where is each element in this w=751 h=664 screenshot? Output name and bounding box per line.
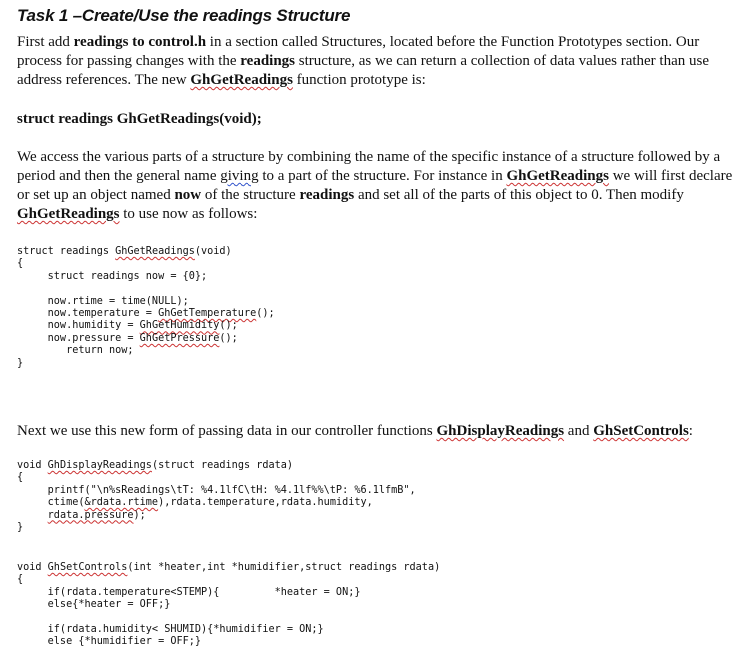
code-text: (int *heater,int *humidifier,struct readings rdata) (127, 562, 441, 573)
bold-run: now (174, 187, 202, 203)
bold-run: GhGetReadings (506, 168, 609, 184)
code-text: (); (219, 320, 238, 332)
code-line: return now; (17, 345, 134, 357)
code-text: ),rdata.temperature,rdata.humidity, (158, 497, 373, 509)
code-text: now.temperature = (17, 308, 159, 320)
code-line: } (17, 357, 24, 369)
text-run: and set all of the parts of this object to 0. Then modify (354, 187, 684, 203)
code-text: now.humidity = (17, 320, 140, 332)
bold-run: GhSetControls (593, 423, 689, 439)
task-title: Task 1 –Create/Use the readings Structure (17, 6, 351, 25)
code-text: now.pressure = (17, 332, 140, 344)
bold-run: GhDisplayReadings (436, 423, 565, 439)
code-text: GhDisplayReadings (47, 460, 152, 471)
text-run: we will first declare or set up an object named (17, 168, 733, 203)
function-prototype: struct readings GhGetReadings(void); (17, 111, 262, 127)
intro-paragraph (17, 33, 742, 90)
code-block-display-readings (17, 460, 416, 534)
bold-run: GhGetReadings (190, 72, 293, 88)
text-run: function prototype is: (292, 72, 426, 88)
code-text: struct readings (17, 246, 116, 257)
code-line: now.rtime = time(NULL); (17, 295, 189, 307)
code-text: void (17, 562, 48, 573)
code-text: GhGetTemperature (158, 308, 257, 320)
code-line: { (17, 574, 24, 586)
code-text: (struct readings rdata) (151, 460, 294, 471)
bold-run: readings (240, 53, 296, 69)
code-text: &rdata.rtime (84, 497, 159, 509)
text-run: in a section called Structures, located before the Function Prototypes section. Our process for passing changes with the (17, 34, 700, 69)
code-text (17, 510, 48, 521)
text-run: to use now as follows: (119, 206, 258, 222)
text-run: and (564, 423, 594, 439)
text-run: : (688, 423, 693, 439)
code-text: GhGetReadings (115, 246, 195, 257)
code-text: (); (256, 308, 275, 320)
text-run: giving (220, 168, 259, 184)
code-line: else{*heater = OFF;} (17, 599, 171, 611)
bold-run: readings to control.h (73, 34, 207, 50)
code-text: GhGetHumidity (139, 320, 220, 332)
text-run: of the structure (201, 187, 300, 203)
code-line: { (17, 472, 24, 484)
code-line: if(rdata.humidity< SHUMID){*humidifier = ON;} (17, 624, 324, 636)
code-text: GhGetPressure (139, 332, 220, 344)
code-line: if(rdata.temperature<STEMP){ *heater = ON;} (17, 586, 361, 598)
code-text: (void) (194, 246, 232, 257)
code-text: rdata.pressure (47, 509, 134, 521)
code-text: (); (219, 332, 238, 344)
text-run: We access the various parts of a structure by combining the name of the specific instance of a structure followed by a period and then the general name (17, 149, 721, 184)
code-text: GhSetControls (47, 562, 128, 573)
code-block-get-readings (17, 246, 275, 370)
text-run: First add (17, 34, 74, 50)
text-run: Next we use this new form of passing data in our controller functions (17, 423, 437, 439)
code-line: { (17, 258, 24, 270)
code-block-set-controls (17, 562, 440, 649)
text-run: structure, as we can return a collection of data values rather than use address references. The new (17, 53, 710, 88)
structure-access-paragraph (17, 148, 742, 224)
code-text: ); (133, 509, 146, 521)
code-text: ctime( (17, 497, 85, 509)
code-text: void (17, 460, 48, 471)
controller-functions-paragraph (17, 422, 742, 441)
text-run: to a part of the structure. For instance in (258, 168, 507, 184)
code-line: else {*humidifier = OFF;} (17, 636, 202, 648)
code-line: } (17, 522, 24, 534)
bold-run: readings (299, 187, 355, 203)
bold-run: GhGetReadings (17, 206, 120, 222)
code-line: printf("\n%sReadings\tT: %4.1lfC\tH: %4.1lf%%\tP: %6.1lfmB", (17, 484, 416, 496)
code-line: struct readings now = {0}; (17, 270, 208, 282)
